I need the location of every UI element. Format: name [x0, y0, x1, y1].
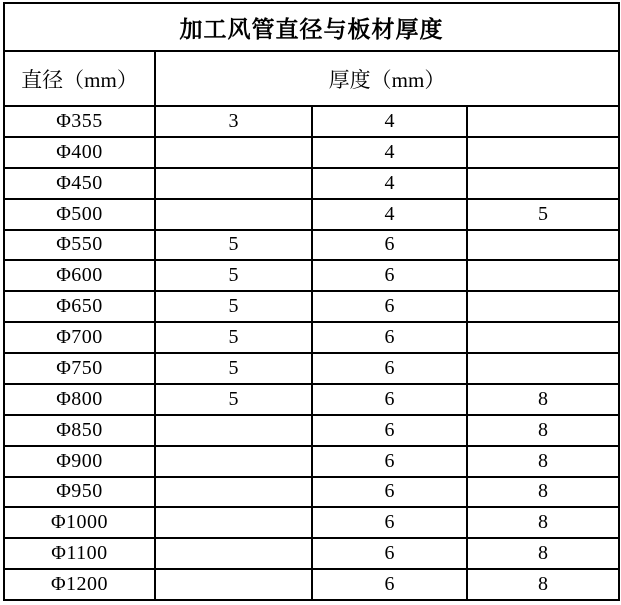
diameter-cell: Φ450 [4, 168, 155, 199]
thickness-cell: 8 [467, 477, 619, 508]
thickness-cell [155, 199, 312, 230]
thickness-cell: 6 [312, 569, 467, 600]
thickness-cell: 8 [467, 446, 619, 477]
thickness-cell: 4 [312, 199, 467, 230]
thickness-cell: 6 [312, 291, 467, 322]
table-title: 加工风管直径与板材厚度 [4, 3, 619, 51]
table-row [4, 260, 619, 291]
table-row [4, 477, 619, 508]
thickness-cell: 5 [155, 384, 312, 415]
thickness-cell [467, 168, 619, 199]
thickness-cell [155, 538, 312, 569]
thickness-cell: 5 [155, 322, 312, 353]
thickness-cell: 6 [312, 230, 467, 261]
thickness-cell: 5 [155, 291, 312, 322]
diameter-cell: Φ550 [4, 230, 155, 261]
table-header-row [4, 51, 619, 106]
diameter-cell: Φ1100 [4, 538, 155, 569]
diameter-column-header: 直径（mm） [4, 51, 155, 106]
thickness-cell [155, 137, 312, 168]
duct-thickness-table [3, 2, 620, 601]
thickness-cell: 5 [155, 230, 312, 261]
thickness-cell: 4 [312, 137, 467, 168]
table-row [4, 199, 619, 230]
table-row [4, 137, 619, 168]
diameter-cell: Φ700 [4, 322, 155, 353]
thickness-cell: 8 [467, 538, 619, 569]
thickness-cell [467, 230, 619, 261]
diameter-cell: Φ500 [4, 199, 155, 230]
diameter-cell: Φ1200 [4, 569, 155, 600]
thickness-cell [467, 106, 619, 137]
thickness-cell: 8 [467, 569, 619, 600]
thickness-cell: 5 [467, 199, 619, 230]
thickness-cell: 8 [467, 507, 619, 538]
diameter-cell: Φ900 [4, 446, 155, 477]
table-row [4, 322, 619, 353]
table-row [4, 569, 619, 600]
table-row [4, 353, 619, 384]
diameter-cell: Φ750 [4, 353, 155, 384]
thickness-cell: 6 [312, 538, 467, 569]
thickness-cell: 8 [467, 384, 619, 415]
diameter-cell: Φ355 [4, 106, 155, 137]
thickness-cell: 5 [155, 260, 312, 291]
thickness-cell: 6 [312, 353, 467, 384]
thickness-cell: 6 [312, 507, 467, 538]
table-row [4, 230, 619, 261]
thickness-cell: 6 [312, 322, 467, 353]
thickness-cell: 6 [312, 477, 467, 508]
table-row [4, 538, 619, 569]
thickness-cell [155, 507, 312, 538]
table-row [4, 415, 619, 446]
diameter-cell: Φ400 [4, 137, 155, 168]
table-row [4, 384, 619, 415]
thickness-cell: 3 [155, 106, 312, 137]
thickness-cell: 8 [467, 415, 619, 446]
thickness-cell: 5 [155, 353, 312, 384]
table-row [4, 106, 619, 137]
thickness-cell: 4 [312, 168, 467, 199]
thickness-cell [155, 446, 312, 477]
table-body [4, 106, 619, 600]
thickness-cell [155, 415, 312, 446]
thickness-column-header: 厚度（mm） [155, 51, 619, 106]
diameter-cell: Φ1000 [4, 507, 155, 538]
thickness-cell [467, 260, 619, 291]
diameter-cell: Φ800 [4, 384, 155, 415]
thickness-cell [155, 569, 312, 600]
thickness-cell [467, 353, 619, 384]
table-row [4, 168, 619, 199]
thickness-cell [467, 322, 619, 353]
table-row [4, 446, 619, 477]
thickness-cell: 6 [312, 446, 467, 477]
diameter-cell: Φ850 [4, 415, 155, 446]
thickness-cell: 6 [312, 260, 467, 291]
thickness-cell: 6 [312, 384, 467, 415]
thickness-cell [155, 477, 312, 508]
thickness-cell: 6 [312, 415, 467, 446]
diameter-cell: Φ650 [4, 291, 155, 322]
thickness-cell [155, 168, 312, 199]
thickness-cell [467, 291, 619, 322]
diameter-cell: Φ600 [4, 260, 155, 291]
diameter-cell: Φ950 [4, 477, 155, 508]
table-row [4, 507, 619, 538]
table-row [4, 291, 619, 322]
thickness-cell: 4 [312, 106, 467, 137]
thickness-cell [467, 137, 619, 168]
table-title-row [4, 3, 619, 51]
